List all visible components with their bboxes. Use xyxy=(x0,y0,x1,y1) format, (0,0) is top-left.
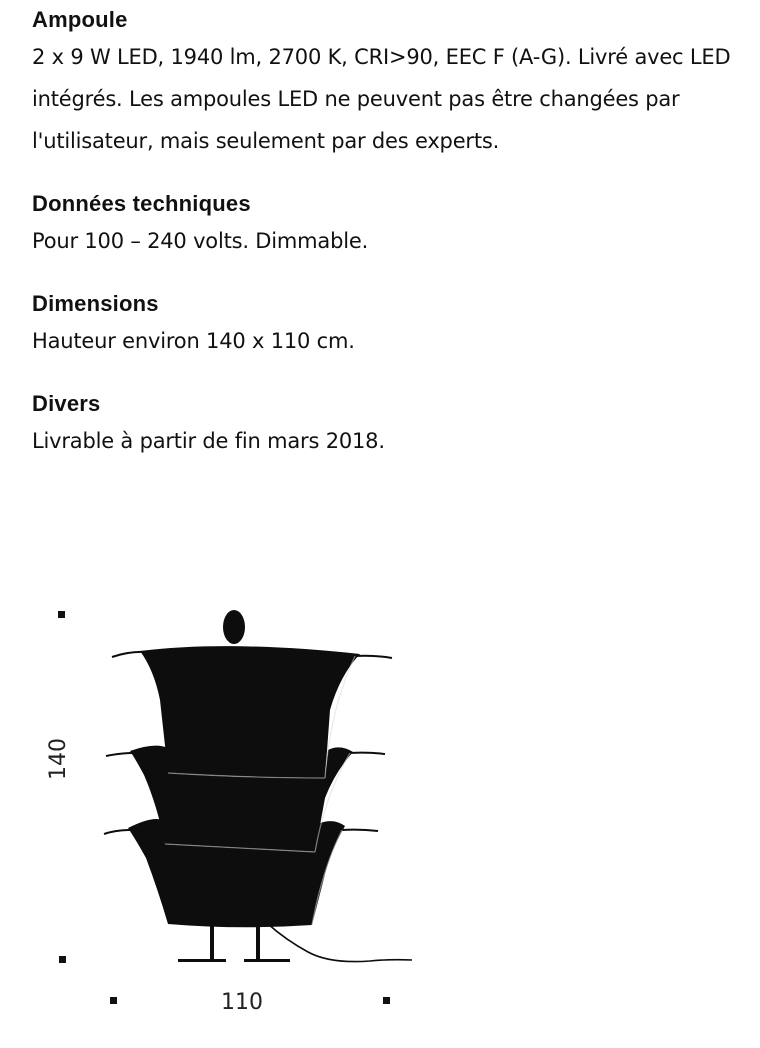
lamp-dimension-drawing xyxy=(40,590,440,1030)
section-dimensions xyxy=(32,288,742,362)
section-donnees-techniques xyxy=(32,188,742,262)
lamp-leg-right xyxy=(256,924,260,960)
section-divers xyxy=(32,388,742,462)
section-ampoule xyxy=(32,4,742,162)
section-title: Données techniques xyxy=(32,191,251,216)
section-title: Divers xyxy=(32,391,101,416)
dimension-marker-top-left xyxy=(58,611,65,618)
section-title: Dimensions xyxy=(32,291,159,316)
lamp-power-cable xyxy=(268,924,412,962)
dimension-marker-bottom-center xyxy=(110,997,117,1004)
spec-sections xyxy=(32,4,742,488)
section-body: Pour 100 – 240 volts. Dimmable. xyxy=(32,229,369,253)
dimension-marker-bottom-left xyxy=(59,956,66,963)
section-body: Hauteur environ 140 x 110 cm. xyxy=(32,329,355,353)
lamp-base-left xyxy=(178,959,226,962)
section-body: Livrable à partir de fin mars 2018. xyxy=(32,429,385,453)
dimension-marker-bottom-right xyxy=(383,997,390,1004)
section-title: Ampoule xyxy=(32,7,128,32)
lamp-silhouette xyxy=(104,610,412,962)
height-dimension-label: 140 xyxy=(46,738,71,780)
lamp-base-right xyxy=(244,959,290,962)
width-dimension-label: 110 xyxy=(221,990,263,1015)
lamp-leg-left xyxy=(210,924,214,960)
section-body: 2 x 9 W LED, 1940 lm, 2700 K, CRI>90, EEC F (A-G). Livré avec LED intégrés. Les ampoules LED ne peuvent pas être changées par l'utilisateur, mais seulement par des experts. xyxy=(32,45,731,153)
lamp-knob xyxy=(223,610,245,644)
